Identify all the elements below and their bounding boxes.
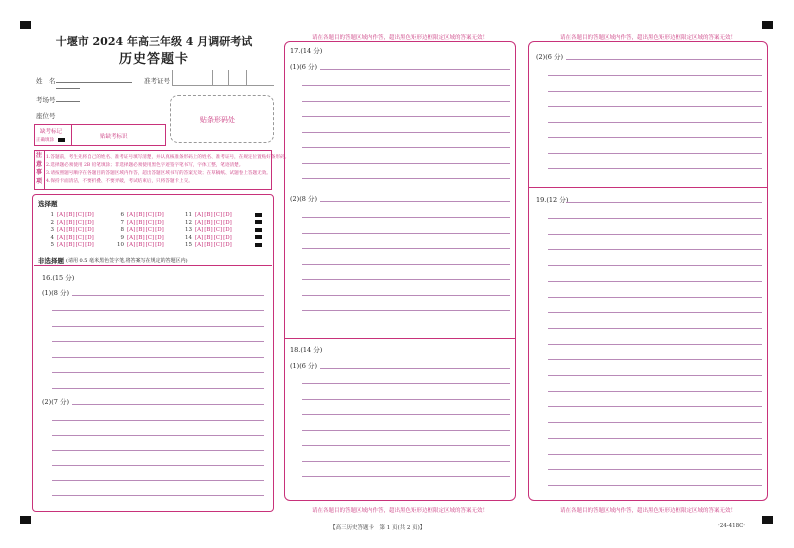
q17-part2-label: (2)(8 分) (290, 195, 317, 203)
mc-option-1-C[interactable]: [C] (75, 212, 85, 218)
mc-option-14-B[interactable]: [B] (204, 234, 213, 241)
mc-question-10[interactable]: 10[A][B][C][D] (117, 242, 164, 248)
mc-option-7-D[interactable]: [D] (155, 219, 164, 226)
mc-question-2[interactable]: 2[A][B][C][D] (50, 219, 94, 226)
mc-option-1-B[interactable]: [B] (66, 212, 75, 218)
q18-part1-line[interactable] (302, 399, 510, 400)
mc-option-5-B[interactable]: [B] (66, 242, 75, 248)
q16-part1-line[interactable] (72, 295, 264, 296)
registration-mark-top-right (762, 21, 773, 29)
form-code: ·24-418C· (718, 523, 746, 529)
timing-mark (255, 220, 262, 224)
mc-option-10-D[interactable]: [D] (155, 242, 164, 248)
mc-question-13[interactable]: 13[A][B][C][D] (182, 227, 262, 233)
q16-part2-line[interactable] (52, 495, 264, 496)
q18-part1-line[interactable] (320, 368, 510, 369)
q17-part1-line[interactable] (302, 116, 510, 117)
registration-mark-top-left (20, 21, 31, 29)
q17-q18-divider (285, 338, 515, 339)
absent-example-label: 正确填涂 (36, 138, 54, 143)
q19-line[interactable] (548, 485, 762, 486)
q17-part2-line[interactable] (302, 248, 510, 249)
mc-question-6[interactable]: 6[A][B][C][D] (120, 212, 164, 218)
q19-line[interactable] (548, 249, 762, 250)
q18-part2-line[interactable] (548, 122, 762, 123)
q16-part1-label: (1)(8 分) (42, 289, 69, 297)
divider (34, 265, 272, 266)
name-field-line-2 (56, 88, 80, 89)
mc-option-9-A[interactable]: [A] (127, 234, 136, 241)
q17-part2-line[interactable] (302, 279, 510, 280)
objective-heading: 选择题 (38, 200, 58, 208)
mc-option-14-A[interactable]: [A] (195, 234, 204, 241)
q19-line[interactable] (548, 234, 762, 235)
mc-option-8-A[interactable]: [A] (127, 227, 136, 233)
q18-part1-line[interactable] (302, 383, 510, 384)
q16-part1-line[interactable] (52, 310, 264, 311)
q17-part2-line[interactable] (302, 310, 510, 311)
registration-mark-bottom-right (762, 516, 773, 524)
objective-grid[interactable] (44, 212, 270, 252)
mc-question-9[interactable]: 9[A][B][C][D] (120, 234, 164, 241)
mc-option-6-D[interactable]: [D] (155, 212, 164, 218)
timing-mark (255, 228, 262, 232)
mc-option-15-A[interactable]: [A] (195, 242, 204, 248)
sheet-title: 历史答题卡 (118, 52, 189, 67)
mc-option-7-B[interactable]: [B] (136, 219, 145, 226)
q17-part1-line[interactable] (320, 69, 510, 70)
mc-option-11-B[interactable]: [B] (204, 212, 213, 218)
exam-id-boxes[interactable] (172, 70, 274, 86)
q16-part1-line[interactable] (52, 372, 264, 373)
mc-option-6-B[interactable]: [B] (136, 212, 145, 218)
mc-option-4-B[interactable]: [B] (66, 234, 75, 241)
q17-part1-line[interactable] (302, 163, 510, 164)
mc-option-2-B[interactable]: [B] (66, 219, 75, 226)
mc-question-11[interactable]: 11[A][B][C][D] (182, 212, 262, 218)
q18-part1-line[interactable] (302, 414, 510, 415)
q18-part2-line[interactable] (548, 106, 762, 107)
q17-part1-line[interactable] (302, 147, 510, 148)
q16-part2-line[interactable] (52, 420, 264, 421)
mc-option-14-C[interactable]: [C] (213, 234, 223, 241)
q19-line[interactable] (548, 297, 762, 298)
subjective-instruction: (请用 0.5 毫米黑色签字笔,将答案写在规定的答题区内) (66, 258, 188, 264)
mc-option-3-C[interactable]: [C] (75, 227, 85, 233)
mc-question-8[interactable]: 8[A][B][C][D] (120, 227, 164, 233)
mc-option-7-A[interactable]: [A] (127, 219, 136, 226)
mc-option-12-B[interactable]: [B] (204, 219, 213, 226)
mc-question-1[interactable]: 1[A][B][C][D] (50, 212, 94, 218)
q19-line[interactable] (548, 454, 762, 455)
q18-q19-divider (529, 187, 767, 188)
q17-part2-line[interactable] (302, 295, 510, 296)
q18-part2-line[interactable] (548, 91, 762, 92)
mc-question-15[interactable]: 15[A][B][C][D] (182, 242, 262, 248)
room-field[interactable] (56, 101, 80, 102)
mc-option-1-D[interactable]: [D] (85, 212, 94, 218)
q19-title: 19.(12 分) (536, 196, 569, 204)
name-field[interactable] (56, 82, 132, 83)
mc-option-11-D[interactable]: [D] (223, 212, 232, 218)
mc-option-5-D[interactable]: [D] (85, 242, 94, 248)
absent-label: 缺考标记 (40, 129, 63, 135)
q18-part1-line[interactable] (302, 445, 510, 446)
timing-mark (255, 243, 262, 247)
mc-option-8-C[interactable]: [C] (145, 227, 155, 233)
q17-part1-label: (1)(6 分) (290, 63, 317, 71)
notes-item-2: 2.选择题必须使用 2B 铅笔填涂；非选择题必须使用黑色字迹签字笔书写，字体工整，笔迹清楚。 (46, 163, 244, 168)
answer-area-q18-q19 (528, 41, 768, 501)
mc-option-15-D[interactable]: [D] (223, 242, 232, 248)
q19-line[interactable] (548, 406, 762, 407)
q17-part1-line[interactable] (302, 85, 510, 86)
absent-fill-example (58, 138, 65, 142)
q19-line[interactable] (548, 375, 762, 376)
page-footer: 【高三历史答题卡 第 1 页(共 2 页)】 (330, 525, 426, 531)
exam-title: 十堰市 2024 年高三年级 4 月调研考试 (55, 35, 253, 48)
q18-part2-line[interactable] (548, 168, 762, 169)
panel2-bottom-warning: 请在各题目的答题区域内作答，超出黑色矩形边框限定区域的答案无效！ (311, 508, 488, 514)
mc-option-10-B[interactable]: [B] (136, 242, 145, 248)
mc-option-2-D[interactable]: [D] (85, 219, 94, 226)
mc-option-15-B[interactable]: [B] (204, 242, 213, 248)
mc-option-5-A[interactable]: [A] (57, 242, 66, 248)
absent-sticker-label[interactable]: 贴缺考标识 (100, 134, 128, 140)
mc-option-11-A[interactable]: [A] (195, 212, 204, 218)
mc-option-9-B[interactable]: [B] (136, 234, 145, 241)
q16-part1-line[interactable] (52, 341, 264, 342)
mc-question-7[interactable]: 7[A][B][C][D] (120, 219, 164, 226)
mc-option-1-A[interactable]: [A] (57, 212, 66, 218)
q19-line[interactable] (548, 469, 762, 470)
seat-label: 座位号 (36, 112, 56, 120)
q18-part2-line[interactable] (548, 137, 762, 138)
q17-part2-line[interactable] (302, 233, 510, 234)
q16-part2-line[interactable] (72, 404, 264, 405)
mc-option-9-C[interactable]: [C] (145, 234, 155, 241)
notes-item-3: 3.请按照题号顺序在各题目的答题区域内作答，超出答题区域书写的答案无效；在草稿纸、试题卷上答题无效。 (46, 171, 271, 176)
mc-option-14-D[interactable]: [D] (223, 234, 232, 241)
mc-option-10-C[interactable]: [C] (145, 242, 155, 248)
room-label: 考场号 (36, 96, 56, 104)
panel3-bottom-warning: 请在各题目的答题区域内作答，超出黑色矩形边框限定区域的答案无效！ (559, 508, 736, 514)
q19-line[interactable] (548, 438, 762, 439)
q18-part1-line[interactable] (302, 476, 510, 477)
mc-option-8-D[interactable]: [D] (155, 227, 164, 233)
mc-option-4-A[interactable]: [A] (57, 234, 66, 241)
panel2-top-warning: 请在各题目的答题区域内作答，超出黑色矩形边框限定区域的答案无效！ (311, 35, 488, 41)
mc-question-3[interactable]: 3[A][B][C][D] (50, 227, 94, 233)
mc-option-13-C[interactable]: [C] (213, 227, 223, 233)
notes-item-1: 1.答题前，考生先将自己的姓名、准考证号填写清楚，并认真核准条形码上的姓名、准考证号，在规定位置贴好条形码。 (46, 155, 290, 160)
subjective-heading: 非选择题 (38, 257, 64, 265)
mc-option-2-C[interactable]: [C] (75, 219, 85, 226)
mc-option-12-C[interactable]: [C] (213, 219, 223, 226)
mc-question-12[interactable]: 12[A][B][C][D] (182, 220, 262, 226)
mc-option-12-D[interactable]: [D] (223, 219, 232, 226)
mc-option-9-D[interactable]: [D] (155, 234, 164, 241)
q19-line[interactable] (548, 422, 762, 423)
answer-area-q17-q18 (284, 41, 516, 501)
mc-option-8-B[interactable]: [B] (136, 227, 145, 233)
q18-part2-label: (2)(6 分) (536, 53, 563, 61)
q17-part2-line[interactable] (320, 201, 510, 202)
q17-part1-line[interactable] (302, 132, 510, 133)
q16-part1-line[interactable] (52, 326, 264, 327)
mc-option-7-C[interactable]: [C] (145, 219, 155, 226)
notes-heading: 注意事项 (36, 152, 43, 185)
name-label: 姓 名 (36, 77, 56, 85)
q19-line[interactable] (548, 344, 762, 345)
notes-item-4: 4.保持卡面清洁，不要折叠、不要弄破，考试结束后，只将答题卡上交。 (46, 179, 193, 184)
q17-part2-line[interactable] (302, 264, 510, 265)
q16-part2-line[interactable] (52, 480, 264, 481)
mc-option-11-C[interactable]: [C] (213, 212, 223, 218)
q19-line[interactable] (548, 328, 762, 329)
q19-line[interactable] (566, 202, 762, 203)
q16-part2-line[interactable] (52, 450, 264, 451)
mc-option-6-C[interactable]: [C] (145, 212, 155, 218)
barcode-label: 贴条形码处 (200, 116, 235, 124)
mc-option-10-A[interactable]: [A] (127, 242, 136, 248)
mc-option-2-A[interactable]: [A] (57, 219, 66, 226)
mc-option-4-D[interactable]: [D] (85, 234, 94, 241)
mc-question-14[interactable]: 14[A][B][C][D] (182, 235, 262, 241)
q19-line[interactable] (548, 265, 762, 266)
q18-title: 18.(14 分) (290, 346, 323, 354)
mc-option-3-D[interactable]: [D] (85, 227, 94, 233)
q19-line[interactable] (548, 218, 762, 219)
mc-option-13-B[interactable]: [B] (204, 227, 213, 233)
q19-line[interactable] (548, 391, 762, 392)
q16-part2-line[interactable] (52, 435, 264, 436)
mc-option-3-B[interactable]: [B] (66, 227, 75, 233)
q17-title: 17.(14 分) (290, 47, 323, 55)
q17-part2-line[interactable] (302, 217, 510, 218)
q17-part1-line[interactable] (302, 178, 510, 179)
q18-part1-label: (1)(6 分) (290, 362, 317, 370)
q19-line[interactable] (548, 359, 762, 360)
q16-part1-line[interactable] (52, 357, 264, 358)
q18-part2-line[interactable] (548, 75, 762, 76)
q18-part2-line[interactable] (566, 59, 762, 60)
q17-part1-line[interactable] (302, 101, 510, 102)
panel3-top-warning: 请在各题目的答题区域内作答，超出黑色矩形边框限定区域的答案无效！ (559, 35, 736, 41)
q18-part1-line[interactable] (302, 430, 510, 431)
mc-option-15-C[interactable]: [C] (213, 242, 223, 248)
q16-title: 16.(15 分) (42, 274, 75, 282)
exam-id-label: 准考证号 (144, 77, 170, 85)
mc-option-4-C[interactable]: [C] (75, 234, 85, 241)
timing-mark (255, 235, 262, 239)
q19-line[interactable] (548, 312, 762, 313)
q16-part1-line[interactable] (52, 388, 264, 389)
mc-option-6-A[interactable]: [A] (127, 212, 136, 218)
timing-mark (255, 213, 262, 217)
mc-question-5[interactable]: 5[A][B][C][D] (50, 242, 94, 248)
mc-question-4[interactable]: 4[A][B][C][D] (50, 234, 94, 241)
q18-part1-line[interactable] (302, 461, 510, 462)
registration-mark-bottom-left (20, 516, 31, 524)
mc-option-13-A[interactable]: [A] (195, 227, 204, 233)
q16-part2-label: (2)(7 分) (42, 398, 69, 406)
mc-option-5-C[interactable]: [C] (75, 242, 85, 248)
mc-option-13-D[interactable]: [D] (223, 227, 232, 233)
q16-part2-line[interactable] (52, 465, 264, 466)
mc-option-12-A[interactable]: [A] (195, 219, 204, 226)
mc-option-3-A[interactable]: [A] (57, 227, 66, 233)
q18-part2-line[interactable] (548, 153, 762, 154)
q19-line[interactable] (548, 281, 762, 282)
